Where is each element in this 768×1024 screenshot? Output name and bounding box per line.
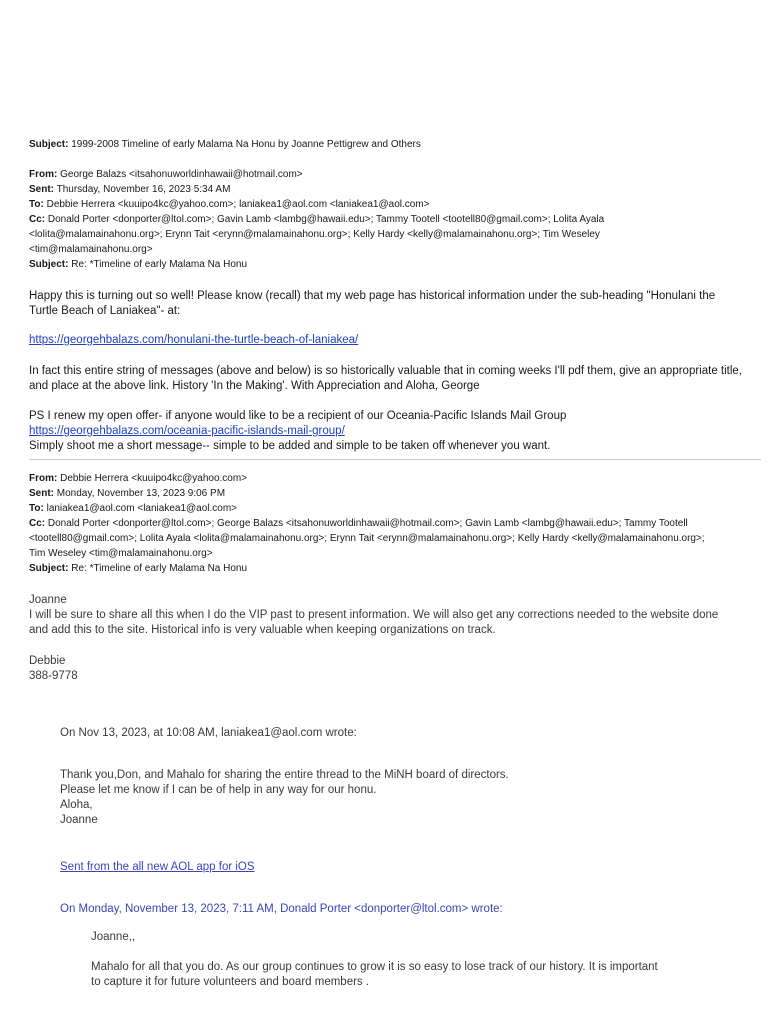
- from-value: George Balazs <itsahonuworldinhawaii@hotmail.com>: [57, 169, 303, 180]
- cc-line-2: <lolita@malamainahonu.org>; Erynn Tait <erynn@malamainahonu.org>; Kelly Hardy <kelly@malamainahonu.org>; Tim Weseley: [29, 229, 600, 240]
- sent-line-2: [29, 486, 764, 501]
- message-1-para-1-line-2: Turtle Beach of Laniakea"- at:: [29, 305, 181, 317]
- cc-line-3: <tim@malamainahonu.org>: [29, 244, 153, 255]
- sent-label: Sent:: [29, 184, 54, 195]
- to-line: [29, 197, 764, 212]
- email-header-top: [29, 137, 764, 152]
- cc-value-2-1: Donald Porter <donporter@ltol.com>; George Balazs <itsahonuworldinhawaii@hotmail.com>; Gavin Lamb <lambg@hawaii.edu>; Tammy Tootell: [45, 518, 688, 529]
- email-header-1: [29, 167, 764, 272]
- cc-value-1: Donald Porter <donporter@ltol.com>; Gavin Lamb <lambg@hawaii.edu>; Tammy Tootell <tootell80@gmail.com>; Lolita Ayala: [45, 214, 605, 225]
- to-value-2: laniakea1@aol.com <laniakea1@aol.com>: [43, 503, 238, 514]
- re-subject-label: Subject:: [29, 259, 69, 270]
- message-2-signature: [29, 654, 78, 684]
- message-1-para-2-line-1: In fact this entire string of messages (above and below) is so historically valuable that in coming weeks I'll pdf them, give an appropriate title,: [29, 365, 742, 377]
- to-value: Debbie Herrera <kuuipo4kc@yahoo.com>; laniakea1@aol.com <laniakea1@aol.com>: [43, 199, 430, 210]
- email-header-2: [29, 471, 764, 576]
- cc-line-2c: Tim Weseley <tim@malamainahonu.org>: [29, 548, 213, 559]
- subject-line-2: [29, 561, 764, 576]
- signature-phone: 388-9778: [29, 670, 78, 682]
- message-1-para-2-line-2: and place at the above link. History 'In the Making'. With Appreciation and Aloha, George: [29, 380, 480, 392]
- message-1-ps: [29, 409, 764, 454]
- message-1-para-2: [29, 364, 764, 394]
- quote-1-line-3: Aloha,: [60, 799, 93, 811]
- aol-app-link[interactable]: Sent from the all new AOL app for iOS: [60, 861, 255, 873]
- subject-line: [29, 137, 764, 152]
- from-label: From:: [29, 169, 58, 180]
- message-2-line-1: I will be sure to share all this when I do the VIP past to present information. We will also get any corrections needed to the website done: [29, 609, 719, 621]
- message-1-link-1-wrap: [29, 333, 358, 348]
- message-2-greeting: Joanne: [29, 594, 67, 606]
- from-value-2: Debbie Herrera <kuuipo4kc@yahoo.com>: [57, 473, 248, 484]
- re-subject-value: Re: *Timeline of early Malama Na Honu: [68, 259, 248, 270]
- ps-line-2: Simply shoot me a short message-- simple to be added and simple to be taken off whenever you want.: [29, 440, 551, 452]
- from-line-2: [29, 471, 764, 486]
- quote-2-line-2: to capture it for future volunteers and board members .: [91, 976, 370, 988]
- cc-line-2a: [29, 516, 764, 531]
- cc-line: [29, 212, 764, 227]
- subject-label-2: Subject:: [29, 563, 69, 574]
- sent-value-2: Monday, November 13, 2023 9:06 PM: [54, 488, 226, 499]
- quote-1-line-4: Joanne: [60, 814, 98, 826]
- quote-1-line-2: Please let me know if I can be of help in any way for our honu.: [60, 784, 377, 796]
- divider: [29, 459, 761, 460]
- re-subject-line: [29, 257, 764, 272]
- quote-2-greeting: Joanne,,: [91, 931, 136, 943]
- cc-line-2b: <tootell80@gmail.com>; Lolita Ayala <lolita@malamainahonu.org>; Erynn Tait <erynn@malamainahonu.org>; Kelly Hardy <kelly@malamainahonu.org>;: [29, 533, 705, 544]
- message-2-body: [29, 593, 764, 638]
- to-line-2: [29, 501, 764, 516]
- sent-value: Thursday, November 16, 2023 5:34 AM: [54, 184, 231, 195]
- subject-label: Subject:: [29, 139, 69, 150]
- subject-value-2: Re: *Timeline of early Malama Na Honu: [68, 563, 248, 574]
- sent-line: [29, 182, 764, 197]
- subject-value: 1999-2008 Timeline of early Malama Na Honu by Joanne Pettigrew and Others: [68, 139, 421, 150]
- cc-label: Cc:: [29, 214, 46, 225]
- message-2-line-2: and add this to the site. Historical info is very valuable when keeping organizations on track.: [29, 624, 496, 636]
- from-line: [29, 167, 764, 182]
- quote-1-body: [60, 768, 760, 828]
- signature-name: Debbie: [29, 655, 66, 667]
- mail-group-link[interactable]: https://georgehbalazs.com/oceania-pacific-islands-mail-group/: [29, 425, 345, 437]
- to-label: To:: [29, 199, 44, 210]
- from-label-2: From:: [29, 473, 58, 484]
- quote-1-line-1: Thank you,Don, and Mahalo for sharing the entire thread to the MiNH board of directors.: [60, 769, 509, 781]
- quote-2-line-1: Mahalo for all that you do. As our group continues to grow it is so easy to lose track of our history. It is important: [91, 961, 658, 973]
- quote-2-body: [91, 960, 761, 990]
- message-1-body: [29, 289, 764, 319]
- quote-1-intro: On Nov 13, 2023, at 10:08 AM, laniakea1@aol.com wrote:: [60, 727, 357, 739]
- quote-2-intro: On Monday, November 13, 2023, 7:11 AM, Donald Porter <donporter@ltol.com> wrote:: [60, 903, 503, 915]
- ps-line: PS I renew my open offer- if anyone would like to be a recipient of our Oceania-Pacific Islands Mail Group: [29, 410, 567, 422]
- sent-label-2: Sent:: [29, 488, 54, 499]
- to-label-2: To:: [29, 503, 44, 514]
- aol-link-wrap: [60, 860, 255, 875]
- cc-label-2: Cc:: [29, 518, 46, 529]
- honulani-link[interactable]: https://georgehbalazs.com/honulani-the-turtle-beach-of-laniakea/: [29, 334, 359, 346]
- message-1-para-1-line-1: Happy this is turning out so well! Please know (recall) that my web page has historical information under the sub-heading "Honulani the: [29, 290, 716, 302]
